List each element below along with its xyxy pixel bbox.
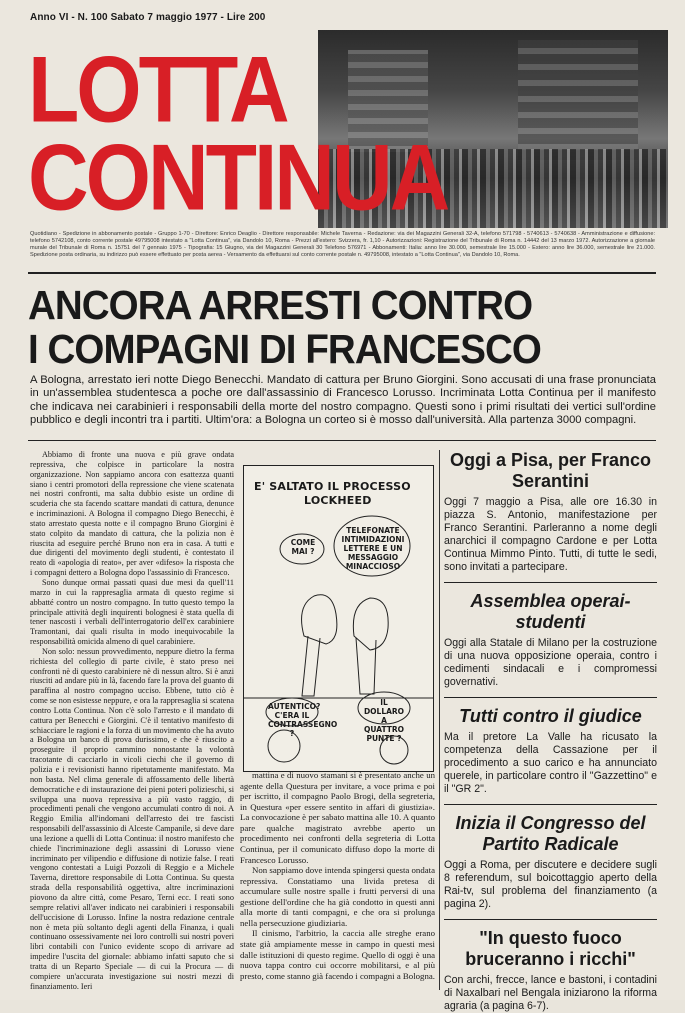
sidebar-text: Oggi alla Statale di Milano per la costruzione di una nuova opposizione operaia, contro i cedimenti sindacali e i compromessi governativi. — [444, 637, 657, 688]
headline-line1: ANCORA ARRESTI CONTRO — [28, 282, 533, 328]
imprint-text: Quotidiano - Spedizione in abbonamento postale - Gruppo 1-70 - Direttore: Enrico Deaglio - Direttore responsabile: Michele Taverna - Redazione: via dei Magazzini Generali 32-A, telefono 571798 - 5740613 - 5740638 - Amministrazione e diffusione: telefono 5742108, conto corrente postale 49795008 intestato a "Lotta Continua", via Dandolo 10, Roma - Prezzi all'estero: Svizzera, fr. 1,10 - Autorizzazioni: Registrazione del Tribunale di Roma n. 14442 del 13 marzo 1972. Autorizzazione a giornale murale del Tribunale di Roma n. 15751 del 7 gennaio 1975 - Tipografia: 15 Giugno, via dei Magazzini Generali 30 Telefono 576971 - Abbonamenti: Italia: anno lire 30.000, semestrale lire 15.000 - Estero: anno lire 36.000, semestrale lire 21.000. Spedizione posta ordinaria, su indirizzo può essere effettuato per posta aerea - Versamento da effettuarsi sul conto corrente postale n. 49795008, intestato a "Lotta Continua", via Dandolo 10, Roma. — [30, 231, 655, 258]
main-article-col1 — [30, 450, 234, 991]
cartoon-bubble-4: IL DOLLARO A QUATTRO PUNTE ? — [363, 698, 405, 743]
masthead-logo-line1: LOTTA — [28, 36, 287, 142]
cartoon-bubble-3: AUTENTICO? C'ERA IL CONTRASSEGNO ? — [268, 702, 338, 738]
cartoon-bubble-2: TELEFONATE INTIMIDAZIONI LETTERE E UN MESSAGGIO MINACCIOSO — [341, 526, 405, 571]
sidebar-title: Oggi a Pisa, per Franco Serantini — [449, 450, 652, 491]
article-paragraph: Sono dunque ormai passati quasi due mesi da quell'11 marzo in cui la rappresaglia armata di questo regime si abbatté contro un nostro compagno. In tutto questo tempo la principale attività degli inquirenti bolognesi è stata quella di tener nascosti i verbali dell'interrogatorio dell'ex carabiniere Tramontani, dai quali risulta in modo inequivocabile la responsabilità omicida almeno di quel carabiniere. — [30, 577, 234, 647]
sidebar-text: Con archi, frecce, lance e bastoni, i contadini di Naxalbari nel Bengala iniziarono la riforma agraria (a pagina 6-7). — [444, 974, 657, 1012]
article-continuation-2: Non sappiamo dove intenda spingersi questa ondata repressiva. Constatiamo una livida pretesa di accumulare sulle nostre spalle i frutti perversi di una gestione dell'ordine che ha già condotto in questi anni alla morte di tanti compagni, e che ora si prolunga nella persecuzione giudiziaria. — [240, 865, 435, 928]
sidebar-title: "In questo fuoco bruceranno i ricchi" — [465, 928, 636, 969]
sidebar-item-giudice — [444, 706, 657, 796]
article-continuation: mattina e di nuovo stamani si è presentato anche un agente della Questura per invitare, a voce prima e poi per iscritto, il compagno Paolo Brogi, della segreteria, in Questura «per essere sentito in affari di giustizia». La convocazione è per sabato mattina alle 10. A quanto pare qualche magistrato avrebbe aperto un procedimento nei confronti della segreteria di Lotta Continua, per il comunicato diffuso dopo la morte di Francesco Lorusso. — [240, 770, 435, 865]
summary-text: A Bologna, arrestato ieri notte Diego Benecchi. Mandato di cattura per Bruno Giorgini. Sono accusati di una frase pronunciata in un'assemblea studentesca a poche ore dall'assassinio di Francesco Lorusso. Incriminata Lotta Continua per il manifesto che indicava nei carabinieri i responsabili della morte del nostro compagno. Questi sono i primi risultati dei vertici sull'ordine pubblico e degli incontri tra i partiti. Ultim'ora: a Bologna un corteo si è mosso dall'università. Alla partenza 3000 compagni. — [30, 374, 656, 427]
sidebar-text: Ma il pretore La Valle ha ricusato la competenza della Cassazione per il procedimento a suo carico e ha annunciato querele, in particolare contro il "Gazzettino" e il "GR 2". — [444, 731, 657, 795]
main-headline — [28, 283, 541, 371]
sidebar-title: Inizia il Congresso del Partito Radicale — [455, 813, 646, 854]
article-paragraph: Abbiamo di fronte una nuova e più grave ondata repressiva, che colpisce in particolare la nostra organizzazione. Non sappiamo ancora con esattezza quanti siano i centri promotori della repressione che viene scatenata nei nostri confronti, ma salta dubbio esiste un ordine di scuderia che sta facendo scattare mandati di cattura, denunce e incriminazioni. A Bologna il compagno Diego Benecchi, è stato arrestato questa notte e il compagno Bruno Giorgini è stato colpito da mandato di cattura, che la polizia non è riuscita ad eseguire perché Bruno non era in casa. A tutti e due dirigenti del movimento degli studenti, è contestato il reato di «apologia di reato», per aver «difeso» la risposta che i compagni dettero a Bologna dopo l'assassinio di Francesco. — [30, 450, 234, 578]
sidebar-title: Assemblea operai-studenti — [470, 591, 631, 632]
sidebar-text: Oggi 7 maggio a Pisa, alle ore 16.30 in piazza S. Antonio, manifestazione per Franco Serantini. Parleranno a nome degli anarchici il compagno Cardone e per Lotta Continua Mimmo Pinto. Tutti, di tutte le sedi, sono invitati a partecipare. — [444, 496, 657, 573]
sidebar-text: Oggi a Roma, per discutere e decidere sugli 8 referendum, sul boicottaggio aperto della Rai-tv, sul problema del finanziamento (a pagina 2). — [444, 859, 657, 910]
issue-line: Anno VI - N. 100 Sabato 7 maggio 1977 - Lire 200 — [30, 12, 266, 23]
sidebar-separator — [444, 582, 657, 583]
sidebar-separator — [444, 919, 657, 920]
cartoon-title-line1: E' SALTATO IL PROCESSO — [254, 480, 411, 493]
article-paragraph: Non solo: nessun provvedimento, neppure dietro la ferma richiesta del collegio di parte civile, è stato preso nei confronti nè di questo carabiniere nè di nessun altro. Si è anzi riusciti ad andare più in là, facendo fare la prova del guanto di paraffina al nostro compagno ucciso. Ebbene, tutto ciò è come se non esistesse neppure, e ora la rappresaglia si scatena contro Lotta Continua. Non c'è solo l'arresto e il mandato di cattura per Benecchi e Giorgini. C'è il tentativo manifesto di schiacciare le ragioni e la forza di un movimento che ha avuto a Bologna un banco di prova durissimo, e che è riuscito a proseguire il proprio cammino nonostante la volontà tracotante di cacciarlo in vicoli ciechi che il governo di polizia e i revisionisti hanno ripetutamente manifestato. Ma non basta. Nel clima generale di affossamento delle libertà democratiche e di instaurazione dei pieni poteri polizieschi, si sviluppa una nuova repressiva a più vasto raggio, di procedimenti penali che vengono accumulati contro di noi. A Reggio Emilia all'indomani dell'arresto dei tre fascisti responsabili dell'assassinio di Alceste Campanile, si deve dare una lezione a quelli di Lotta Continua: il nostro manifesto che chiede l'incriminazione degli assassini di Lorusso viene incriminato per vilipendio e diffusione di notizie false. I reati vengono contestati a Luigi Pozzoli di Reggio e a Michele Taverna, direttore responsabile di Lotta Continua. Su questa strada della responsabilità oggettiva, altre incriminazioni piovono da altre città, come Pesaro, Terni ecc. I reati sono sempre relativi all'aver indicato nei carabinieri i responsabili dell'uccisione di Lorusso. Infine la nostra redazione centrale non è meta più soltanto degli agenti della Finanza, i quali continuano ossessivamente nei loro controlli sui nostri poveri libri contabili con l'unico evidente scopo di arrivare ad impedire l'uscita del giornale: abbiamo infatti saputo che si tratta di un Reparto Speciale — di cui la Procura — di compiere un'accurata investigazione sui nostri mezzi di finanziamento. Ieri — [30, 646, 234, 991]
article-continuation-3: Il cinismo, l'arbitrio, la caccia alle streghe erano state già ampiamente messe in campo in questi mesi dalle istituzioni di questo regime. Quello di oggi è una nuova tappa contro cui occorre mobilitarsi, e al più presto, come stanno già facendo i compagni a Bologna. — [240, 928, 435, 981]
sidebar-news — [444, 450, 657, 1013]
sidebar-item-pisa — [444, 450, 657, 574]
cartoon-title-line2: LOCKHEED — [304, 494, 372, 507]
masthead-logo-line2: CONTINUA — [28, 124, 448, 230]
sidebar-item-fuoco — [444, 928, 657, 1013]
mid-rule — [28, 440, 656, 441]
headline-line2: I COMPAGNI DI FRANCESCO — [28, 326, 541, 372]
sidebar-separator — [444, 697, 657, 698]
cartoon-bubble-1: COME MAI ? — [290, 538, 316, 556]
column-divider — [439, 450, 440, 990]
sidebar-title: Tutti contro il giudice — [459, 706, 642, 726]
sidebar-item-assemblea — [444, 591, 657, 689]
sidebar-item-congresso — [444, 813, 657, 911]
top-rule — [28, 272, 656, 274]
main-article-col2 — [240, 770, 435, 981]
cartoon — [243, 465, 434, 772]
masthead — [28, 30, 648, 230]
sidebar-separator — [444, 804, 657, 805]
